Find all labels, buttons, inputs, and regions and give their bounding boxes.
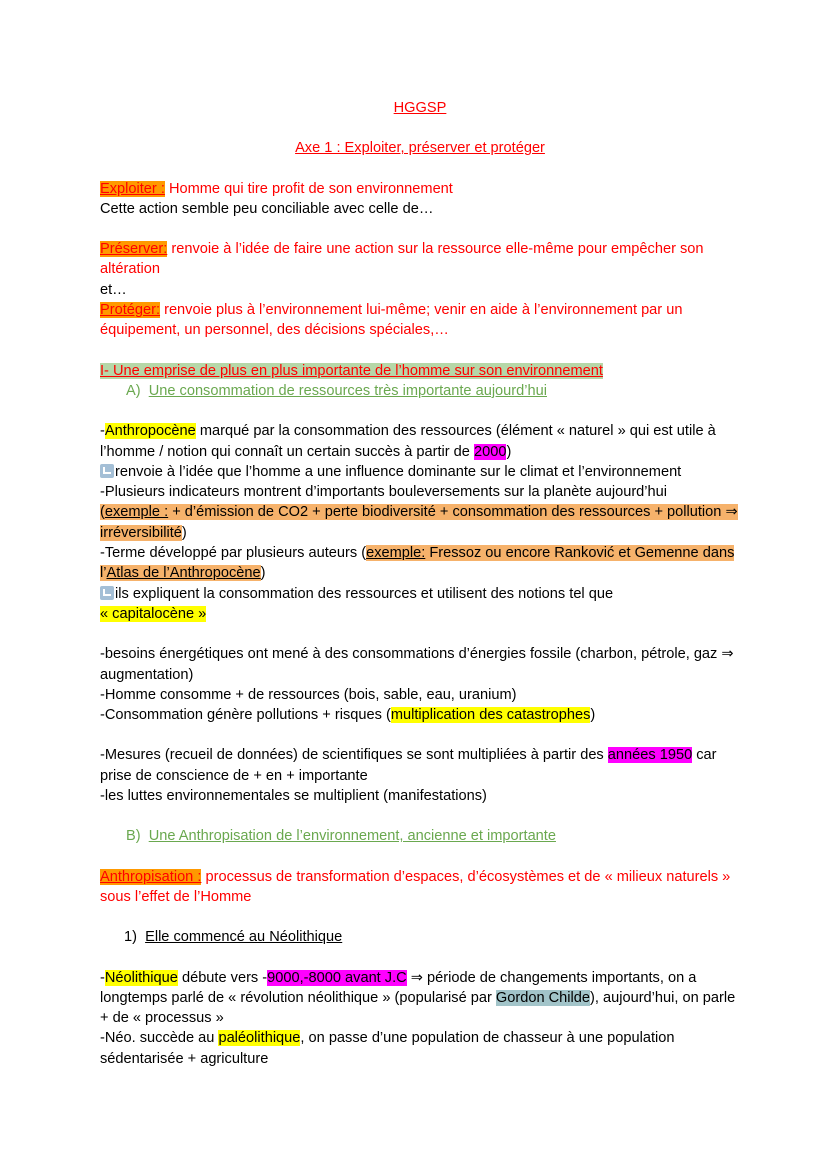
exemple-line: (exemple : + d’émission de CO2 + perte biodiversité + consommation des ressources + pollution ⇒ irréversibilité) — [100, 504, 738, 541]
annees-1950: années 1950 — [607, 747, 693, 764]
luttes-line: -les luttes environnementales se multiplient (manifestations) — [100, 788, 487, 805]
document-content — [100, 98, 740, 1069]
subsection-a-title: A) Une consommation de ressources très importante aujourd’hui — [126, 382, 547, 399]
neo-succede-line: -Néo. succède au paléolithique, on passe d’une population de chasseur à une population sédentarisée + agriculture — [100, 1030, 675, 1067]
gordon-childe: Gordon Childe — [495, 989, 591, 1006]
dates-highlight: 9000,-8000 avant J.C — [267, 969, 407, 986]
neolithique-term: Néolithique — [104, 969, 178, 986]
besoins-line: -besoins énergétiques ont mené à des consommations d’énergies fossile (charbon, pétrole, gaz ⇒ augmentation) — [100, 646, 734, 683]
part1-title: I- Une emprise de plus en plus importante de l’homme sur son environnement — [100, 362, 603, 379]
et-text: et… — [100, 281, 127, 298]
arrow-return-icon — [100, 464, 114, 478]
preserver-term: Préserver: — [100, 241, 168, 258]
anthropisation-definition: Anthropisation : processus de transformation d’espaces, d’écosystèmes et de « milieux naturels » sous l’effet de l’Homme — [100, 868, 731, 905]
proteger-term: Protéger: — [100, 302, 161, 319]
anthropisation-term: Anthropisation : — [100, 868, 202, 885]
homme-consomme-line: -Homme consomme + de ressources (bois, sable, eau, uranium) — [100, 686, 517, 703]
exploiter-definition: Exploiter : Homme qui tire profit de son environnement — [100, 180, 453, 197]
atlas-title: Atlas de l’Anthropocène — [106, 565, 261, 582]
arrow-return-icon — [100, 586, 114, 600]
ils-line: ils expliquent la consommation des ressources et utilisent des notions tel que — [100, 584, 740, 604]
consommation-line: -Consommation génère pollutions + risques (multiplication des catastrophes) — [100, 707, 596, 724]
renvoie-line: renvoie à l’idée que l’homme a une influence dominante sur le climat et l’environnement — [100, 462, 740, 482]
capitalocene-term: « capitalocène » — [100, 605, 207, 622]
neolithique-paragraph: -Néolithique débute vers -9000,-8000 avant J.C ⇒ période de changements importants, on a longtemps parlé de « révolution néolithique » (popularisé par Gordon Childe), aujourd’hui, on parle + de « processus » — [100, 969, 736, 1027]
terme-line: -Terme développé par plusieurs auteurs (exemple: Fressoz ou encore Ranković et Gemenne dans l’Atlas de l’Anthropocène) — [100, 545, 735, 582]
subsection-1-title: 1) Elle commencé au Néolithique — [124, 929, 343, 946]
axis-title: Axe 1 : Exploiter, préserver et protéger — [295, 140, 545, 157]
exemple-label: exemple : — [104, 504, 169, 521]
exploiter-note: Cette action semble peu conciliable avec celle de… — [100, 200, 434, 217]
indicateurs-line: -Plusieurs indicateurs montrent d’importants bouleversements sur la planète aujourd’hui — [100, 484, 668, 501]
exemple2-label: exemple: — [366, 545, 426, 562]
proteger-definition: Protéger: renvoie plus à l’environnement lui-même; venir en aide à l’environnement par un équipement, un personnel, des décisions spéciales,… — [100, 302, 683, 339]
anthropocene-term: Anthropocène — [104, 423, 196, 440]
paleolithique-term: paléolithique — [218, 1030, 301, 1047]
exploiter-term: Exploiter : — [100, 180, 165, 197]
year-2000: 2000 — [473, 443, 507, 460]
document-title: HGGSP — [393, 100, 447, 116]
anthropocene-paragraph: -Anthropocène marqué par la consommation des ressources (élément « naturel » qui est utile à l’homme / notion qui connaît un certain succès à partir de 2000) — [100, 423, 716, 460]
capitalocene-line — [100, 604, 740, 624]
preserver-definition: Préserver: renvoie à l’idée de faire une action sur la ressource elle-même pour empêcher son altération — [100, 241, 704, 278]
mesures-line: -Mesures (recueil de données) de scientifiques se sont multipliées à partir des années 1950 car prise de conscience de + en + importante — [100, 747, 717, 784]
catastrophes-highlight: multiplication des catastrophes — [390, 707, 591, 724]
subsection-b-title: B) Une Anthropisation de l’environnement, ancienne et importante — [126, 828, 556, 845]
